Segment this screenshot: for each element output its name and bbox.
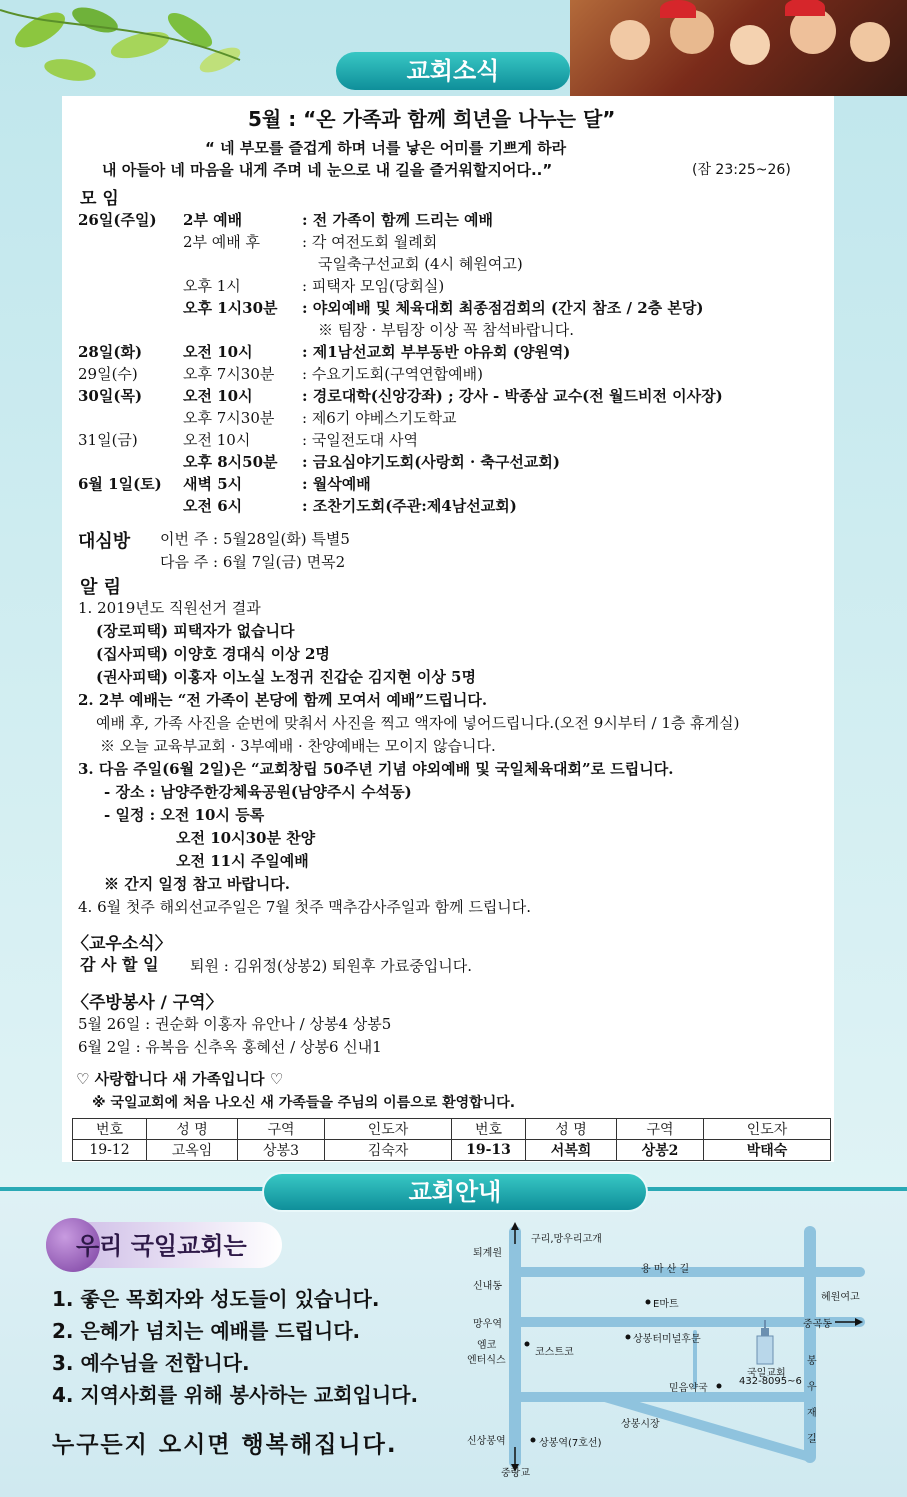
section-title-guide: 교회안내: [262, 1172, 648, 1212]
meeting-time: 2부 예배: [183, 211, 243, 229]
leaves-decoration: [0, 0, 260, 110]
notice-line: 1. 2019년도 직원선거 결과: [78, 599, 261, 617]
table-cell: 19-12: [73, 1140, 147, 1161]
table-header-cell: 구역: [617, 1119, 704, 1140]
visit-heading: 대심방: [78, 531, 131, 552]
notice-line: ※ 오늘 교육부교회 · 3부예배 · 찬양예배는 모이지 않습니다.: [100, 737, 496, 755]
map-label: 봉: [807, 1356, 817, 1367]
section-title-news: 교회소식: [336, 52, 570, 90]
map-label: 믿음약국: [669, 1383, 708, 1394]
map-label: 코스트코: [535, 1347, 574, 1358]
map-label: 상봉역(7호선): [539, 1438, 602, 1449]
guide-item-3: 3. 예수님을 전합니다.: [52, 1351, 250, 1375]
notice-line: (집사피택) 이양호 경대식 이상 2명: [96, 645, 330, 663]
table-header-cell: 구역: [238, 1119, 325, 1140]
meeting-desc: 국일축구선교회 (4시 혜원여고): [318, 255, 523, 273]
meeting-date: 29일(수): [78, 365, 138, 383]
meeting-time: 오전 10시: [183, 343, 253, 361]
notice-line: 오전 10시30분 찬양: [176, 829, 316, 847]
month-theme: 5월 : “온 가족과 함께 희년을 나누는 달”: [248, 107, 616, 131]
map-label: 망우역: [473, 1319, 502, 1330]
meeting-desc: : 제6기 야베스기도학교: [302, 409, 457, 427]
visit-line-1: 이번 주 : 5월28일(화) 특별5: [160, 530, 350, 548]
meeting-time: 오후 1시30분: [183, 299, 278, 317]
meeting-date: 31일(금): [78, 431, 138, 449]
table-header-cell: 인도자: [704, 1119, 831, 1140]
meeting-desc: : 금요심야기도회(사랑회 · 축구선교회): [302, 453, 560, 471]
church-map: [455, 1222, 875, 1487]
meeting-desc: : 피택자 모임(당회실): [302, 277, 445, 295]
meetings-heading: 모 임: [80, 189, 119, 209]
map-label: 상봉시장: [621, 1419, 660, 1430]
notice-line: - 일정 : 오전 10시 등록: [104, 806, 265, 824]
table-cell: 박태숙: [704, 1140, 831, 1161]
map-label: 432-8095~6: [739, 1376, 802, 1387]
meeting-time: 오후 7시30분: [183, 365, 275, 383]
table-cell: 서복희: [526, 1140, 617, 1161]
map-label: 엔터식스: [467, 1355, 506, 1366]
meeting-time: 오후 7시30분: [183, 409, 275, 427]
notice-line: (권사피택) 이홍자 이노실 노정귀 진갑순 김지현 이상 5명: [96, 668, 476, 686]
table-header-cell: 번호: [452, 1119, 526, 1140]
map-label: 중곡동: [803, 1319, 832, 1330]
table-cell: 김숙자: [325, 1140, 452, 1161]
meeting-desc: ※ 팀장 · 부팀장 이상 꼭 참석바랍니다.: [318, 321, 575, 339]
meeting-date: 30일(목): [78, 387, 143, 405]
table-header-cell: 성 명: [526, 1119, 617, 1140]
map-label: 우: [807, 1382, 817, 1393]
notice-line: 2. 2부 예배는 “전 가족이 본당에 함께 모여서 예배”드립니다.: [78, 691, 488, 709]
table-header-cell: 인도자: [325, 1119, 452, 1140]
kitchen-line-2: 6월 2일 : 유복음 신추옥 홍혜선 / 상봉6 신내1: [78, 1038, 382, 1056]
guide-item-4: 4. 지역사회를 위해 봉사하는 교회입니다.: [52, 1383, 419, 1407]
table-row: [73, 1140, 831, 1161]
meeting-desc: : 전 가족이 함께 드리는 예배: [302, 211, 494, 229]
map-label: E마트: [653, 1299, 679, 1310]
meeting-time: 새벽 5시: [183, 475, 243, 493]
meeting-time: 오전 10시: [183, 387, 253, 405]
guide-item-1: 1. 좋은 목회자와 성도들이 있습니다.: [52, 1287, 380, 1311]
notice-line: (장로피택) 피택자가 없습니다: [96, 622, 295, 640]
map-label: 구리,망우리고개: [531, 1234, 602, 1245]
kitchen-heading: 〈주방봉사 / 구역〉: [72, 993, 223, 1013]
table-header-cell: 번호: [73, 1119, 147, 1140]
meeting-time: 오후 8시50분: [183, 453, 278, 471]
newcomers-table: [72, 1118, 831, 1161]
family-photo: [570, 0, 907, 96]
members-label: 감 사 할 일: [80, 955, 159, 974]
kitchen-line-1: 5월 26일 : 권순화 이홍자 유안나 / 상봉4 상봉5: [78, 1015, 392, 1033]
notice-line: 오전 11시 주일예배: [176, 852, 309, 870]
guide-closing: 누구든지 오시면 행복해집니다.: [52, 1432, 398, 1458]
map-label: 혜원여고: [821, 1292, 860, 1303]
meeting-date: 26일(주일): [78, 211, 157, 229]
map-label: 용 마 산 길: [641, 1264, 690, 1275]
meeting-desc: : 각 여전도회 월례회: [302, 233, 438, 251]
map-label: 국일교회: [747, 1368, 786, 1379]
map-label: 엠코: [477, 1340, 497, 1351]
newcomers-heading: ♡ 사랑합니다 새 가족입니다 ♡: [76, 1070, 284, 1088]
map-label: 퇴계원: [473, 1248, 502, 1259]
meeting-desc: : 수요기도회(구역연합예배): [302, 365, 483, 383]
table-cell: 상봉2: [617, 1140, 704, 1161]
verse-line-1: “ 네 부모를 즐겁게 하며 너를 낳은 어미를 기쁘게 하라: [205, 139, 567, 157]
map-label: 상봉터미널후문: [633, 1334, 701, 1345]
map-label: 길: [807, 1434, 817, 1445]
guide-item-2: 2. 은혜가 넘치는 예배를 드립니다.: [52, 1319, 361, 1343]
meeting-time: 오후 1시: [183, 277, 241, 295]
visit-line-2: 다음 주 : 6월 7일(금) 면목2: [160, 553, 346, 571]
meeting-desc: : 경로대학(신앙강좌) ; 강사 - 박종삼 교수(전 월드비전 이사장): [302, 387, 723, 405]
newcomers-note: ※ 국일교회에 처음 나오신 새 가족들을 주님의 이름으로 환영합니다.: [92, 1095, 516, 1111]
table-cell: 상봉3: [238, 1140, 325, 1161]
map-label: 신내동: [473, 1281, 502, 1292]
guide-subtitle: 우리 국일교회는: [76, 1232, 247, 1260]
meeting-date: 6월 1일(토): [78, 475, 162, 493]
meeting-date: 28일(화): [78, 343, 143, 361]
map-label: 신상봉역: [467, 1436, 506, 1447]
table-cell: 19-13: [452, 1140, 526, 1161]
notice-line: 3. 다음 주일(6월 2일)은 “교회창립 50주년 기념 야외예배 및 국일체육대회”로 드립니다.: [78, 760, 674, 778]
notices-heading: 알 림: [80, 577, 122, 598]
notice-line: 예배 후, 가족 사진을 순번에 맞춰서 사진을 찍고 액자에 넣어드립니다.(오전 9시부터 / 1층 휴게실): [96, 714, 740, 732]
members-heading: 〈교우소식〉: [72, 934, 172, 954]
map-label: 중랑교: [501, 1468, 530, 1479]
table-cell: 고옥임: [147, 1140, 238, 1161]
meeting-desc: : 국일전도대 사역: [302, 431, 419, 449]
notice-line: ※ 간지 일정 참고 바랍니다.: [104, 875, 291, 893]
verse-line-2: 내 아들아 네 마음을 내게 주며 네 눈으로 내 길을 즐거워할지어다..”: [102, 161, 553, 179]
meeting-desc: : 제1남선교회 부부동반 야유회 (양원역): [302, 343, 571, 361]
verse-reference: (잠 23:25~26): [692, 162, 791, 178]
meeting-time: 오전 10시: [183, 431, 251, 449]
notice-line: 4. 6월 첫주 해외선교주일은 7월 첫주 맥추감사주일과 함께 드립니다.: [78, 898, 532, 916]
members-text: 퇴원 : 김위정(상봉2) 퇴원후 가료중입니다.: [190, 957, 472, 975]
table-header-row: [73, 1119, 831, 1140]
table-header-cell: 성 명: [147, 1119, 238, 1140]
meeting-desc: : 조찬기도회(주관:제4남선교회): [302, 497, 517, 515]
map-label: 재: [807, 1408, 817, 1419]
notice-line: - 장소 : 남양주한강체육공원(남양주시 수석동): [104, 783, 412, 801]
meeting-desc: : 월삭예배: [302, 475, 371, 493]
meeting-time: 2부 예배 후: [183, 233, 261, 251]
meeting-desc: : 야외예배 및 체육대회 최종점검회의 (간지 참조 / 2층 본당): [302, 299, 704, 317]
meeting-time: 오전 6시: [183, 497, 243, 515]
